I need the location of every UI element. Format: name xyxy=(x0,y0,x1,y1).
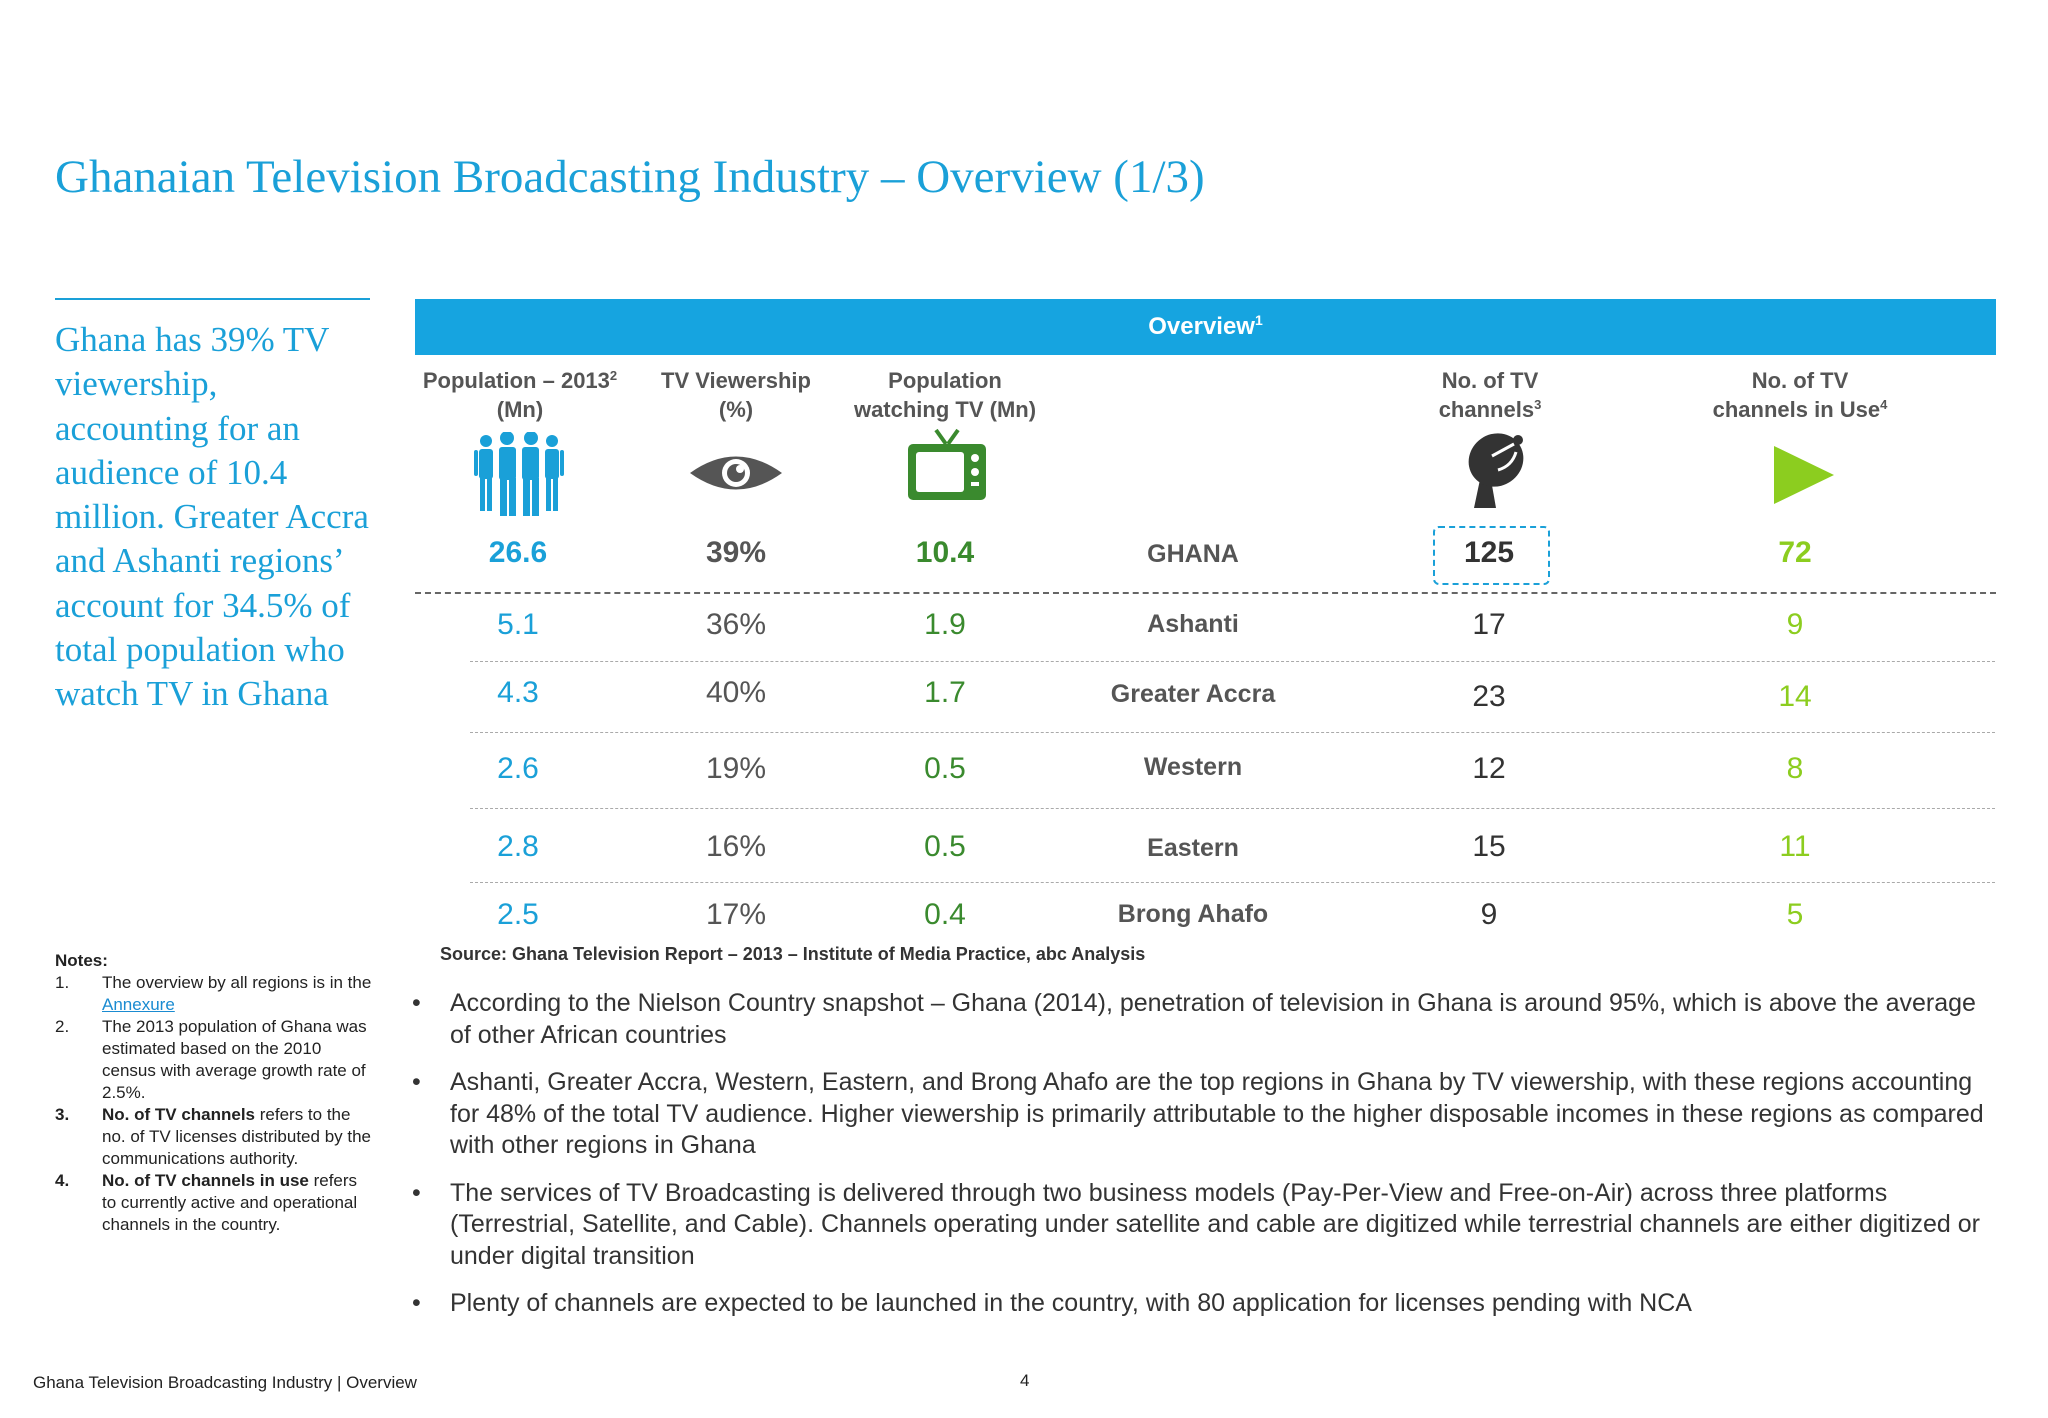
header-viewership-line1: TV Viewership xyxy=(661,368,811,393)
row-population: 2.6 xyxy=(497,752,539,785)
bullet-dot-icon: • xyxy=(412,1068,421,1096)
bullet-text: The services of TV Broadcasting is delivered through two business models (Pay-Per-View and Free-on-Air) across three platforms (Terrestrial, Satellite, and Cable). Channels operating under satellite and cable are digitized while terrestrial channels are either digitized or under digital transition xyxy=(450,1178,1980,1270)
header-channels-use-line1: No. of TV xyxy=(1751,368,1849,393)
row-channels-use: 14 xyxy=(1778,680,1812,713)
header-population-line2: (Mn) xyxy=(496,397,544,422)
bullet-text: Plenty of channels are expected to be launched in the country, with 80 application for licenses pending with NCA xyxy=(450,1289,1692,1317)
row-divider xyxy=(470,732,1995,733)
header-watching-line1: Population xyxy=(888,368,1002,393)
row-region: Eastern xyxy=(1147,834,1239,862)
note-text: The overview by all regions is in the xyxy=(102,973,372,992)
note-text: refers to currently active and operational channels in the country. xyxy=(102,1171,358,1234)
total-watching: 10.4 xyxy=(915,536,975,569)
total-channels: 125 xyxy=(1463,536,1515,569)
row-divider xyxy=(415,592,1996,594)
row-watching: 0.5 xyxy=(924,752,966,785)
row-channels-use: 5 xyxy=(1786,898,1804,931)
header-channels-use xyxy=(1680,366,1920,424)
bullet-text: According to the Nielson Country snapshot – Ghana (2014), penetration of television in Ghana is around 95%, which is above the average of other African countries xyxy=(450,989,1976,1049)
bullet-item xyxy=(412,988,1992,1051)
source-note: Source: Ghana Television Report – 2013 – Institute of Media Practice, abc Analysis xyxy=(440,944,1146,964)
row-channels-use: 11 xyxy=(1779,830,1811,863)
header-channels xyxy=(1380,366,1600,424)
note-item xyxy=(55,1170,375,1236)
total-channels-use: 72 xyxy=(1778,536,1812,569)
row-viewership: 16% xyxy=(705,830,767,863)
row-channels: 23 xyxy=(1472,680,1506,713)
header-channels-sup: 3 xyxy=(1534,397,1542,412)
row-divider xyxy=(470,882,1995,883)
footer-text: Ghana Television Broadcasting Industry | Overview xyxy=(33,1373,417,1392)
tv-icon xyxy=(906,428,988,504)
bullet-item xyxy=(412,1067,1992,1162)
note-item xyxy=(55,1016,375,1104)
note-term: No. of TV channels in use xyxy=(102,1171,309,1190)
people-icon xyxy=(474,432,564,518)
overview-banner xyxy=(415,299,1996,355)
sidebar-divider xyxy=(55,298,370,300)
annexure-link[interactable]: Annexure xyxy=(102,995,175,1014)
row-population: 5.1 xyxy=(497,608,539,641)
total-viewership: 39% xyxy=(705,536,767,569)
note-number: 3. xyxy=(55,1105,70,1124)
banner-footnote: 1 xyxy=(1254,312,1263,328)
bullet-item xyxy=(412,1288,1992,1320)
key-points xyxy=(412,988,1992,1336)
header-channels-line2: channels xyxy=(1438,397,1535,422)
row-divider xyxy=(470,808,1995,809)
sidebar-summary: Ghana has 39% TV viewership, accounting for an audience of 10.4 million. Greater Accra and Ashanti regions’ account for 34.5% of total population who watch TV in Ghana xyxy=(55,320,369,714)
note-number: 4. xyxy=(55,1171,70,1190)
row-watching: 1.7 xyxy=(924,676,966,709)
header-viewership xyxy=(638,366,834,424)
row-watching: 1.9 xyxy=(924,608,966,641)
row-channels: 17 xyxy=(1472,608,1506,641)
note-term: No. of TV channels xyxy=(102,1105,256,1124)
notes-heading: Notes: xyxy=(55,951,108,970)
row-region: Greater Accra xyxy=(1110,680,1276,708)
bullet-dot-icon: • xyxy=(412,1289,421,1317)
row-channels-use: 8 xyxy=(1786,752,1804,785)
header-channels-use-sup: 4 xyxy=(1880,397,1888,412)
page-title: Ghanaian Television Broadcasting Industry – Overview (1/3) xyxy=(55,151,1205,203)
header-viewership-line2: (%) xyxy=(718,397,754,422)
row-population: 4.3 xyxy=(497,676,539,709)
notes xyxy=(55,950,375,1236)
note-number: 2. xyxy=(55,1017,70,1036)
row-channels: 12 xyxy=(1472,752,1506,785)
note-item xyxy=(55,1104,375,1170)
header-population-line1: Population – 2013 xyxy=(422,368,610,393)
note-number: 1. xyxy=(55,973,70,992)
row-divider xyxy=(470,661,1995,662)
banner-title: Overview xyxy=(1148,313,1255,340)
row-region: Ashanti xyxy=(1147,610,1239,638)
row-channels: 9 xyxy=(1480,898,1498,931)
row-viewership: 36% xyxy=(705,608,767,641)
bullet-item xyxy=(412,1178,1992,1273)
bullet-dot-icon: • xyxy=(412,1178,421,1207)
row-viewership: 40% xyxy=(705,676,767,709)
header-watching xyxy=(840,366,1050,424)
row-viewership: 19% xyxy=(705,752,767,785)
row-region: Brong Ahafo xyxy=(1117,900,1269,928)
eye-icon xyxy=(688,450,784,496)
page-number: 4 xyxy=(1020,1371,1030,1390)
note-item xyxy=(55,972,375,1016)
bullet-text: Ashanti, Greater Accra, Western, Eastern, and Brong Ahafo are the top regions in Ghana by TV viewership, with these regions accounting for 48% of the total TV audience. Higher viewership is primarily attributable to the higher disposable incomes in these regions as compared with other regions in Ghana xyxy=(450,1068,1984,1159)
row-population: 2.5 xyxy=(497,898,539,931)
row-watching: 0.5 xyxy=(924,830,966,863)
row-channels-use: 9 xyxy=(1786,608,1804,641)
note-text: refers to the no. of TV licenses distributed by the communications authority. xyxy=(102,1105,372,1168)
header-channels-line1: No. of TV xyxy=(1441,368,1539,393)
note-text: The 2013 population of Ghana was estimated based on the 2010 census with average growth rate of 2.5%. xyxy=(102,1017,367,1102)
satellite-dish-icon xyxy=(1462,426,1532,510)
row-viewership: 17% xyxy=(705,898,767,931)
play-icon xyxy=(1772,444,1836,506)
row-region: Western xyxy=(1143,753,1243,781)
row-channels: 15 xyxy=(1472,830,1506,863)
row-population: 2.8 xyxy=(497,830,539,863)
header-channels-use-line2: channels in Use xyxy=(1712,397,1881,422)
header-watching-line2: watching TV (Mn) xyxy=(853,397,1037,422)
header-population-sup: 2 xyxy=(609,368,618,383)
bullet-dot-icon: • xyxy=(412,989,421,1017)
header-population xyxy=(415,366,625,424)
total-region: GHANA xyxy=(1147,540,1239,568)
total-population: 26.6 xyxy=(488,536,548,569)
row-watching: 0.4 xyxy=(924,898,966,931)
